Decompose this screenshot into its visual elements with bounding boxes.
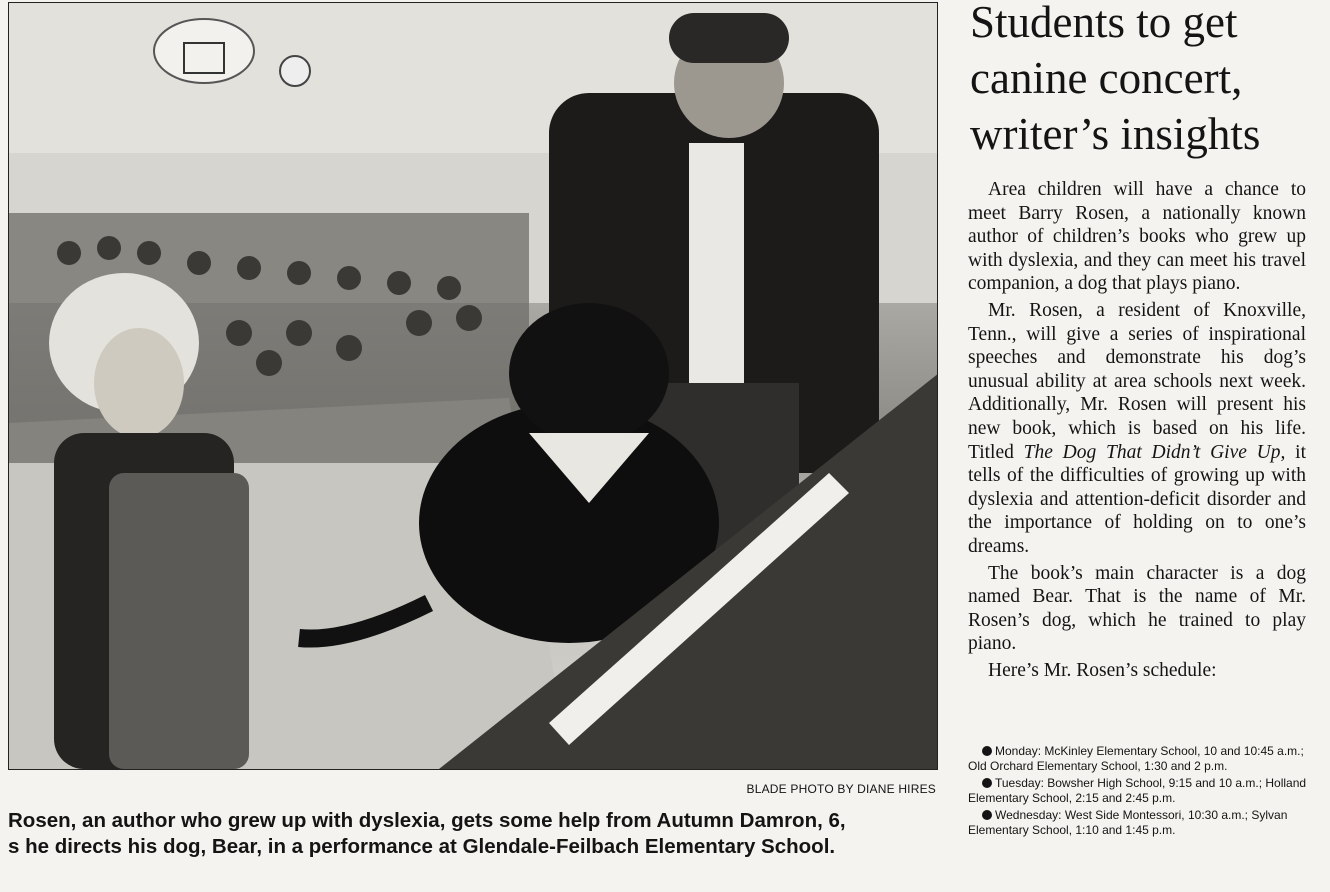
article-text: it tells of the difficulties of growing up with dyslexia and attention-deficit disorder and the importance of holding on to one’s dreams. [968,441,1306,557]
bullet-icon [982,810,992,820]
schedule-item [968,808,1308,837]
bullet-icon [982,778,992,788]
article-text: Mr. Rosen, a resident of Knoxville, Tenn., will give a series of inspirational speeches and demonstrate his dog’s unusual ability at area schools next week. Additionally, Mr. Rosen will present his new book, which is based on his life. Titled [968,299,1306,463]
bullet-icon [982,746,992,756]
headline-line-2: canine concert, [970,53,1243,103]
schedule-item [968,744,1308,773]
caption-line-2: s he directs his dog, Bear, in a performance at Glendale-Feilbach Elementary School. [8,835,836,858]
headline [970,0,1326,162]
news-photo [8,2,938,770]
schedule-intro: Here’s Mr. Rosen’s schedule: [988,659,1217,681]
article-paragraph: The book’s main character is a dog named Bear. That is the name of Mr. Rosen’s dog, which he trained to play piano. [968,562,1306,655]
photo-caption [8,808,940,860]
schedule-text: Tuesday: Bowsher High School, 9:15 and 10 a.m.; Holland Elementary School, 2:15 and 2:45 p.m. [968,776,1307,805]
article-body [968,178,1306,685]
schedule-list [968,744,1308,840]
headline-line-1: Students to get [970,0,1238,47]
photo-credit: BLADE PHOTO BY DIANE HIRES [746,782,936,796]
headline-line-3: writer’s insights [970,109,1261,159]
article-paragraph [968,299,1306,559]
schedule-text: Monday: McKinley Elementary School, 10 and 10:45 a.m.; Old Orchard Elementary School, 1:30 and 2 p.m. [968,744,1304,773]
book-title: The Dog That Didn’t Give Up, [1023,441,1286,463]
schedule-text: Wednesday: West Side Montessori, 10:30 a.m.; Sylvan Elementary School, 1:10 and 1:45 p.m. [968,808,1288,837]
article-paragraph: Area children will have a chance to meet Barry Rosen, a nationally known author of children’s books who grew up with dyslexia, and they can meet his travel companion, a dog that plays piano. [968,179,1306,295]
schedule-item [968,776,1308,805]
caption-line-1: Rosen, an author who grew up with dyslexia, gets some help from Autumn Damron, 6, [8,809,846,832]
photo-illustration [9,3,937,769]
